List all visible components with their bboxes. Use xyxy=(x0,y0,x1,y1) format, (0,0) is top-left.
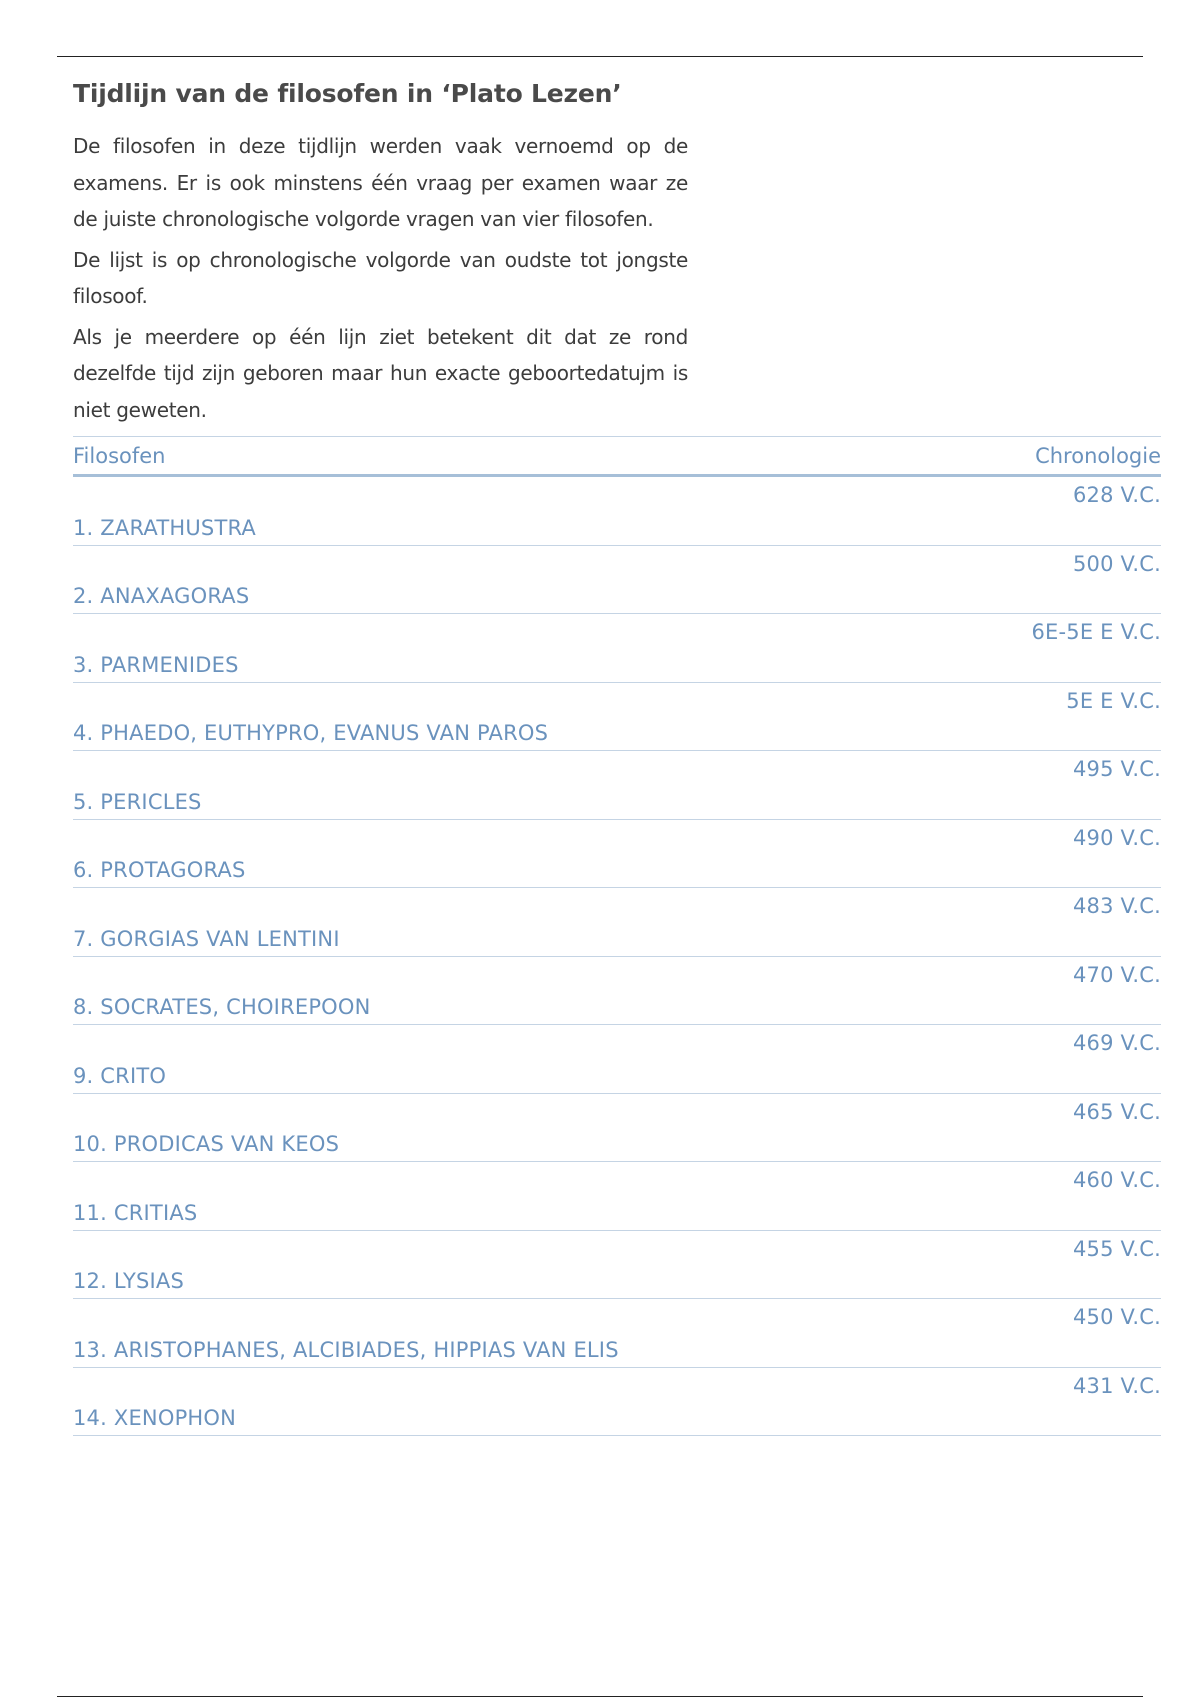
table-row xyxy=(73,1299,1161,1368)
intro-paragraph: De lijst is op chronologische volgorde van oudste tot jongste filosoof. xyxy=(73,247,688,308)
table-row xyxy=(73,1025,1161,1094)
row-date: 495 V.C. xyxy=(1072,757,1161,781)
table-row xyxy=(73,1162,1161,1231)
row-date: 6E-5E E V.C. xyxy=(1031,620,1161,644)
header-chronology: Chronologie xyxy=(1035,443,1161,468)
table-row xyxy=(73,1231,1161,1300)
row-philosopher: 8. SOCRATES, CHOIREPOON xyxy=(73,995,371,1019)
intro-paragraph: De filosofen in deze tijdlijn werden vaak vernoemd op de examens. Er is ook minstens één vraag per examen waar ze de juiste chronologische volgorde vragen van vier filosofen. xyxy=(73,134,688,231)
bottom-rule xyxy=(57,1696,1143,1697)
row-philosopher: 5. PERICLES xyxy=(73,789,202,814)
row-philosopher: 4. PHAEDO, EUTHYPRO, EVANUS VAN PAROS xyxy=(73,721,549,745)
table-row xyxy=(73,888,1161,957)
table-header xyxy=(73,437,1161,477)
row-date: 483 V.C. xyxy=(1072,894,1161,918)
top-rule xyxy=(57,56,1143,57)
row-date: 470 V.C. xyxy=(1072,962,1161,987)
table-row xyxy=(73,683,1161,752)
row-philosopher: 11. CRITIAS xyxy=(73,1200,198,1225)
row-date: 431 V.C. xyxy=(1072,1373,1161,1398)
table-row xyxy=(73,820,1161,889)
page-title: Tijdlijn van de filosofen in ‘Plato Lezen’ xyxy=(73,79,622,108)
table-row xyxy=(73,546,1161,615)
intro-paragraph: Als je meerdere op één lijn ziet betekent dit dat ze rond dezelfde tijd zijn geboren maar hun exacte geboortedatujm is niet geweten. xyxy=(73,324,688,422)
row-philosopher: 10. PRODICAS VAN KEOS xyxy=(73,1132,340,1156)
table-row xyxy=(73,751,1161,820)
philosophers-table xyxy=(73,436,1161,1436)
table-row xyxy=(73,957,1161,1026)
row-philosopher: 13. ARISTOPHANES, ALCIBIADES, HIPPIAS VAN ELIS xyxy=(73,1337,619,1362)
row-date: 465 V.C. xyxy=(1072,1099,1161,1124)
row-philosopher: 3. PARMENIDES xyxy=(73,652,239,677)
table-row xyxy=(73,1094,1161,1163)
row-date: 628 V.C. xyxy=(1072,483,1161,507)
row-philosopher: 2. ANAXAGORAS xyxy=(73,584,250,608)
row-date: 460 V.C. xyxy=(1072,1168,1161,1192)
table-row xyxy=(73,1368,1161,1437)
row-philosopher: 7. GORGIAS VAN LENTINI xyxy=(73,926,340,951)
row-philosopher: 9. CRITO xyxy=(73,1063,167,1088)
row-date: 500 V.C. xyxy=(1072,551,1161,576)
row-philosopher: 12. LYSIAS xyxy=(73,1269,185,1293)
row-philosopher: 14. XENOPHON xyxy=(73,1406,237,1430)
table-body xyxy=(73,477,1161,1436)
row-date: 450 V.C. xyxy=(1072,1305,1161,1329)
header-philosophers: Filosofen xyxy=(73,443,166,468)
row-date: 469 V.C. xyxy=(1072,1031,1161,1055)
document-content xyxy=(73,76,1161,1436)
row-date: 490 V.C. xyxy=(1072,825,1161,850)
row-philosopher: 6. PROTAGORAS xyxy=(73,858,246,882)
row-date: 455 V.C. xyxy=(1072,1236,1161,1261)
row-date: 5E E V.C. xyxy=(1066,688,1161,713)
row-philosopher: 1. ZARATHUSTRA xyxy=(73,515,256,540)
table-row xyxy=(73,477,1161,546)
intro-text xyxy=(73,128,688,428)
table-row xyxy=(73,614,1161,683)
